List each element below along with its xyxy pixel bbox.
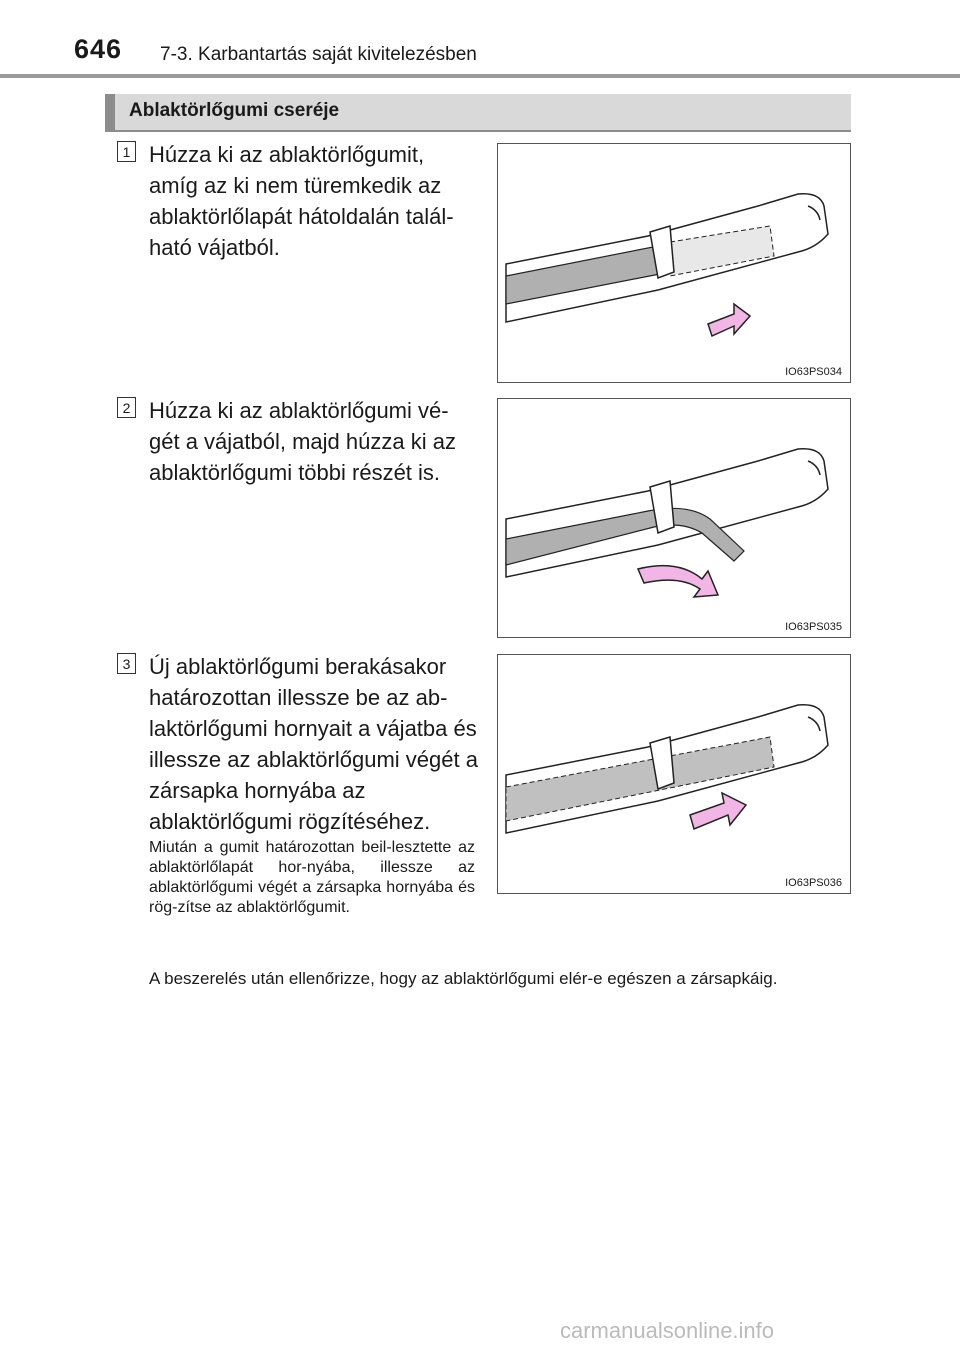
figure-step-2 bbox=[497, 398, 851, 638]
figure-code-3: IO63PS036 bbox=[785, 877, 842, 889]
step-3-text: Új ablaktörlőgumi berakásakor határozottan illessze be az ab-laktörlőgumi hornyait a vájatba és illessze az ablaktörlőgumi végét a zársapka hornyába az ablaktörlőgumi rögzítéséhez. bbox=[149, 654, 478, 834]
figure-code-1: IO63PS034 bbox=[785, 366, 842, 378]
section-divider bbox=[105, 130, 851, 132]
step-2-text: Húzza ki az ablaktörlőgumi vé-gét a vájatból, majd húzza ki az ablaktörlőgumi többi részét is. bbox=[149, 398, 456, 485]
step-3-note: Miután a gumit határozottan beil-lesztette az ablaktörlőlapát hor-nyába, illessze az ablaktörlőgumi végét a zársapka hornyába és rög-zítse az ablaktörlőgumit. bbox=[149, 839, 475, 916]
footer-note: A beszerelés után ellenőrizze, hogy az ablaktörlőgumi elér-e egészen a zársapkáig. bbox=[149, 969, 778, 988]
page-number: 646 bbox=[74, 34, 123, 64]
step-1-text: Húzza ki az ablaktörlőgumit, amíg az ki nem türemkedik az ablaktörlőlapát hátoldalán talál-ható vájatból. bbox=[149, 142, 454, 260]
step-2-number: 2 bbox=[117, 397, 136, 418]
step-3-number: 3 bbox=[117, 653, 136, 674]
curved-arrow-icon bbox=[638, 566, 718, 597]
wiper-illustration-2 bbox=[498, 399, 850, 637]
chapter-title: 7-3. Karbantartás saját kivitelezésben bbox=[160, 44, 477, 65]
section-header bbox=[105, 94, 851, 130]
arrow-left-icon bbox=[708, 304, 750, 336]
step-1-number: 1 bbox=[117, 141, 136, 162]
wiper-illustration-3 bbox=[498, 655, 850, 893]
section-title: Ablaktörlőgumi cseréje bbox=[129, 100, 340, 121]
figure-code-2: IO63PS035 bbox=[785, 621, 842, 633]
arrow-right-icon bbox=[690, 793, 746, 829]
figure-step-1 bbox=[497, 143, 851, 383]
header-divider bbox=[0, 74, 960, 78]
watermark: carmanualsonline.info bbox=[560, 1318, 775, 1343]
figure-step-3 bbox=[497, 654, 851, 894]
wiper-illustration-1 bbox=[498, 144, 850, 382]
